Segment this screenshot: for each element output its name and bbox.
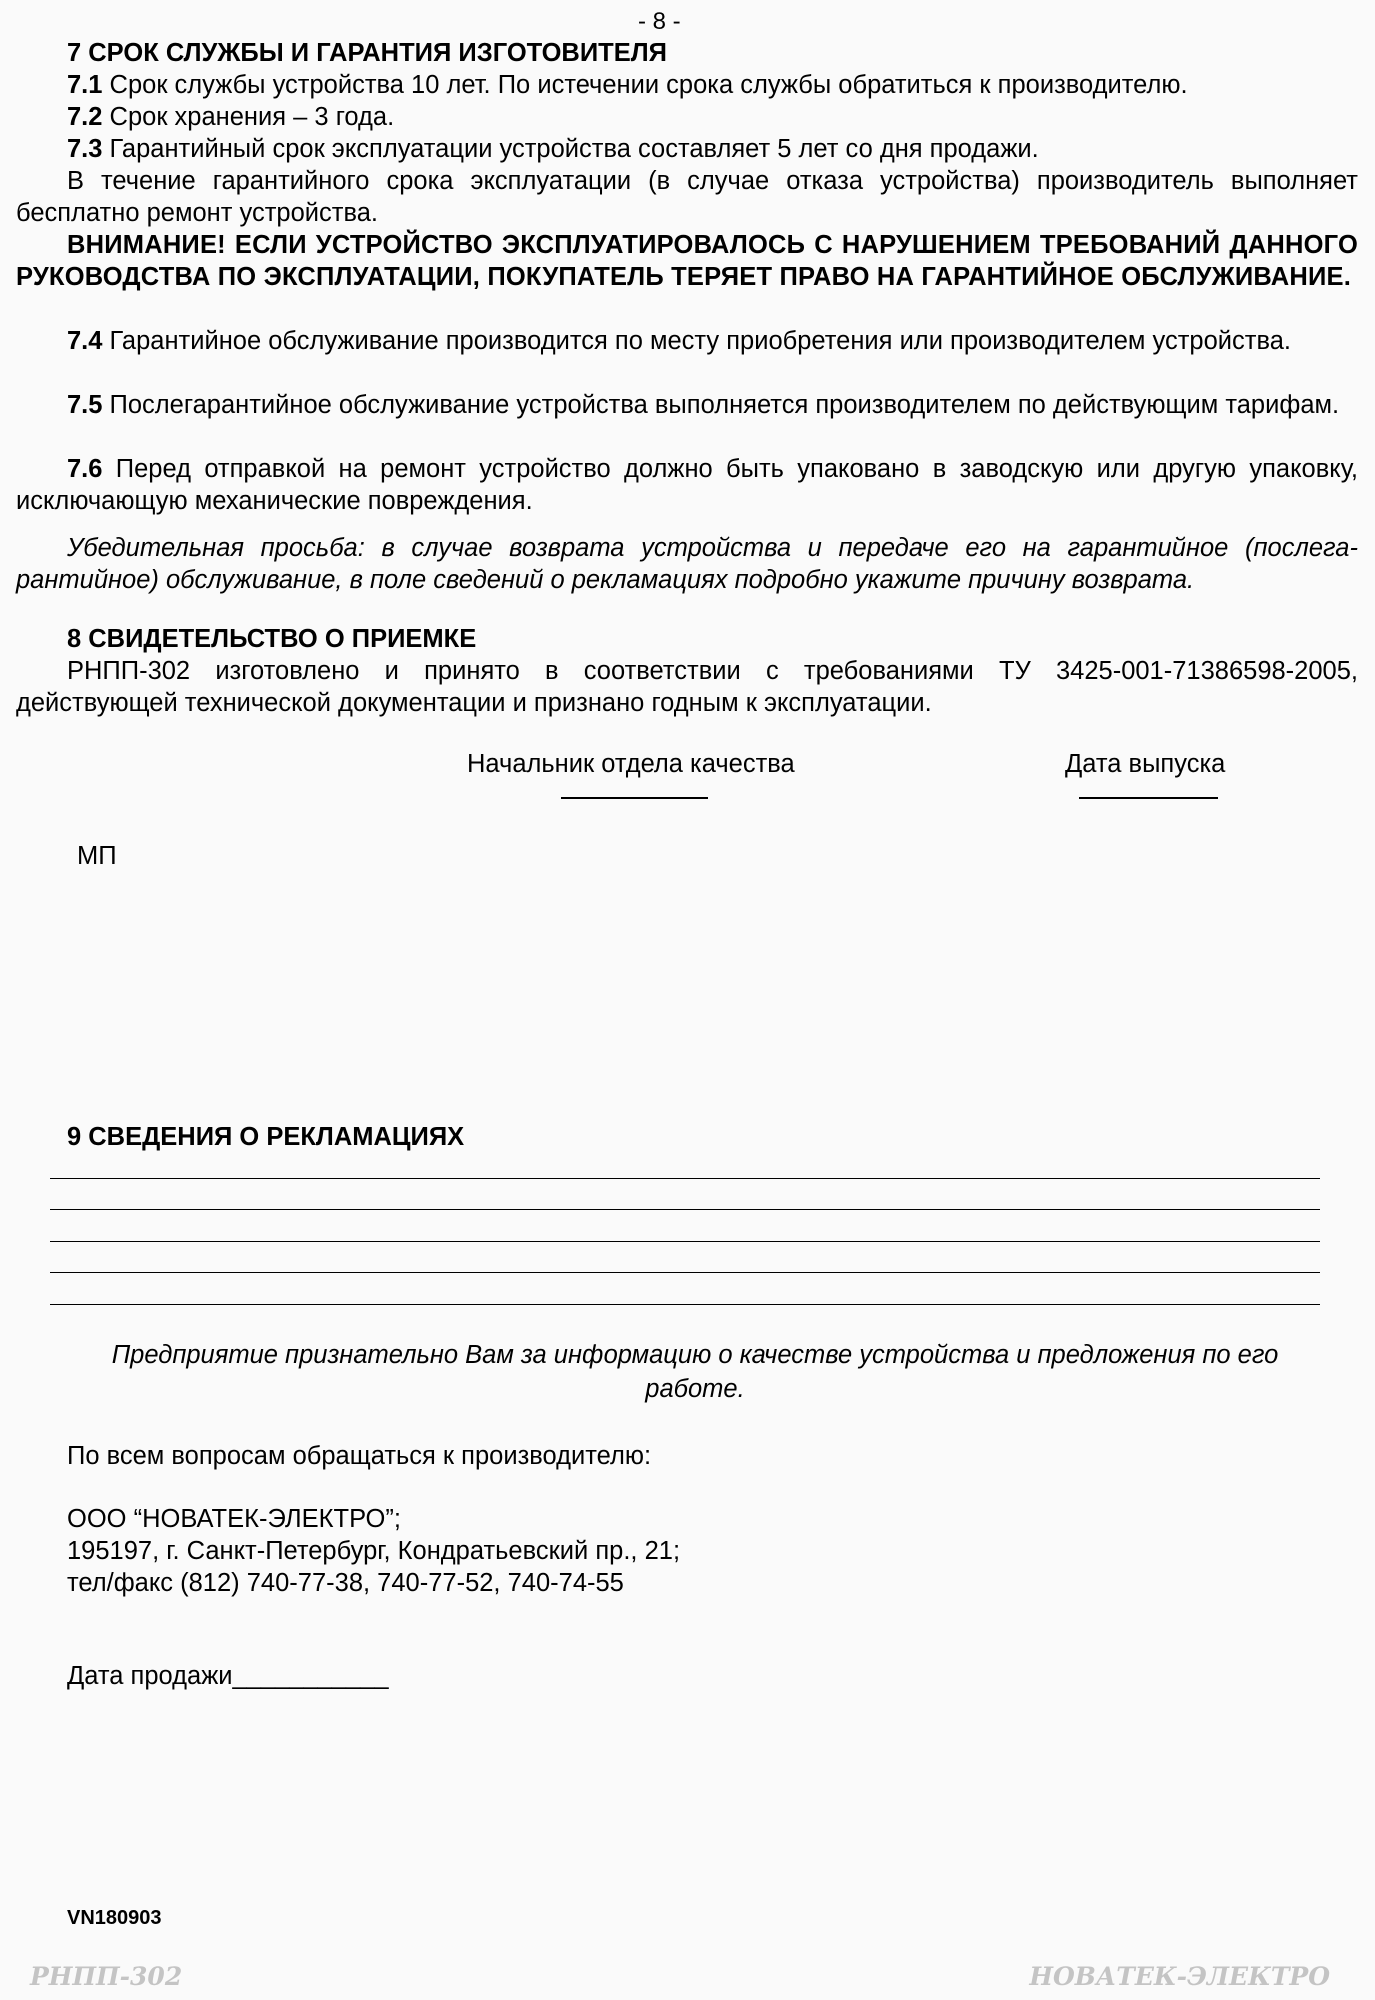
- item-7-3-text: Гарантийный срок эксплуатации устройства составляет 5 лет со дня продажи.: [102, 135, 1039, 163]
- claim-line: [50, 1178, 1320, 1179]
- item-7-3: [67, 133, 1039, 165]
- contact-intro: По всем вопросам обращаться к производителю:: [67, 1442, 652, 1470]
- warning-text: ВНИМАНИЕ! ЕСЛИ УСТРОЙСТВО ЭКСПЛУАТИРОВАЛОСЬ С НАРУШЕНИЕМ ТРЕБОВАНИЙ ДАННОГО РУКОВОДСТВА ПО ЭКСПЛУАТАЦИИ, ПОКУПАТЕЛЬ ТЕРЯЕТ ПРАВО НА ГАРАНТИЙНОЕ ОБСЛУЖИВАНИЕ.: [16, 231, 1358, 291]
- item-7-6-text: Перед отправкой на ремонт устройство должно быть упаковано в заводскую или другую упаковку, исключающую механические повреждения.: [16, 455, 1358, 515]
- quality-head-signature-line: [561, 797, 708, 799]
- company-address: 195197, г. Санкт-Петербург, Кондратьевский пр., 21;: [67, 1537, 681, 1565]
- item-7-5-text: Послегарантийное обслуживание устройства выполняется производителем по действующим тарифам.: [102, 391, 1340, 419]
- item-7-5: [16, 389, 1358, 421]
- footer-company-name: НОВАТЕК-ЭЛЕКТРО: [1029, 1962, 1330, 1991]
- item-7-4-text: Гарантийное обслуживание производится по месту приобретения или производителем устройства.: [102, 327, 1291, 355]
- company-phone: тел/факс (812) 740-77-38, 740-77-52, 740-74-55: [67, 1569, 624, 1597]
- section-8-title: 8 СВИДЕТЕЛЬСТВО О ПРИЕМКЕ: [67, 625, 477, 653]
- item-7-6: [16, 453, 1358, 517]
- claim-line: [50, 1304, 1320, 1305]
- section-9-title: 9 СВЕДЕНИЯ О РЕКЛАМАЦИЯХ: [67, 1123, 465, 1151]
- quality-head-label: Начальник отдела качества: [467, 750, 795, 778]
- page-number: - 8 -: [638, 8, 681, 35]
- claim-line: [50, 1241, 1320, 1242]
- section-7-title: 7 СРОК СЛУЖБЫ И ГАРАНТИЯ ИЗГОТОВИТЕЛЯ: [67, 39, 667, 67]
- claim-line: [50, 1272, 1320, 1273]
- item-7-1-text: Срок службы устройства 10 лет. По истечении срока службы обратиться к производителю.: [102, 71, 1188, 99]
- thanks-note: Предприятие признательно Вам за информацию о качестве устройства и предложения по его работе.: [111, 1341, 1279, 1403]
- warranty-repair-text: В течение гарантийного срока эксплуатации (в случае отказа устройства) производитель выполняет бесплатно ремонт устройства.: [16, 167, 1358, 227]
- sale-date-label: Дата продажи: [67, 1662, 233, 1690]
- document-code: VN180903: [67, 1907, 162, 1929]
- sale-date-blank-tail: __: [360, 1662, 389, 1690]
- return-request-note: Убедительная просьба: в случае возврата устройства и передаче его на гарантийное (послегарантийное) обслуживание, в поле сведений о рекламациях подробно укажите причину возврата.: [16, 534, 1358, 594]
- item-7-4-number: 7.4: [67, 327, 103, 355]
- release-date-label: Дата выпуска: [1065, 750, 1226, 778]
- acceptance-text: РНПП-302 изготовлено и принято в соответствии с требованиями ТУ 3425-001-71386598-2005, действующей технической документации и признано годным к эксплуатации.: [16, 657, 1358, 717]
- item-7-4: [16, 325, 1358, 357]
- item-7-1: [67, 69, 1188, 101]
- sale-date: [67, 1660, 389, 1692]
- stamp-label: МП: [77, 842, 117, 870]
- item-7-2-text: Срок хранения – 3 года.: [102, 103, 395, 131]
- item-7-2: [67, 101, 394, 133]
- item-7-2-number: 7.2: [67, 103, 103, 131]
- release-date-line: [1079, 797, 1218, 799]
- item-7-1-number: 7.1: [67, 71, 103, 99]
- item-7-3-number: 7.3: [67, 135, 103, 163]
- sale-date-blank: _________: [232, 1662, 361, 1690]
- item-7-5-number: 7.5: [67, 391, 103, 419]
- claim-line: [50, 1209, 1320, 1210]
- company-name: ООО “НОВАТЕК-ЭЛЕКТРО”;: [67, 1505, 401, 1533]
- item-7-6-number: 7.6: [67, 455, 103, 483]
- footer-product-name: РНПП-302: [30, 1962, 183, 1991]
